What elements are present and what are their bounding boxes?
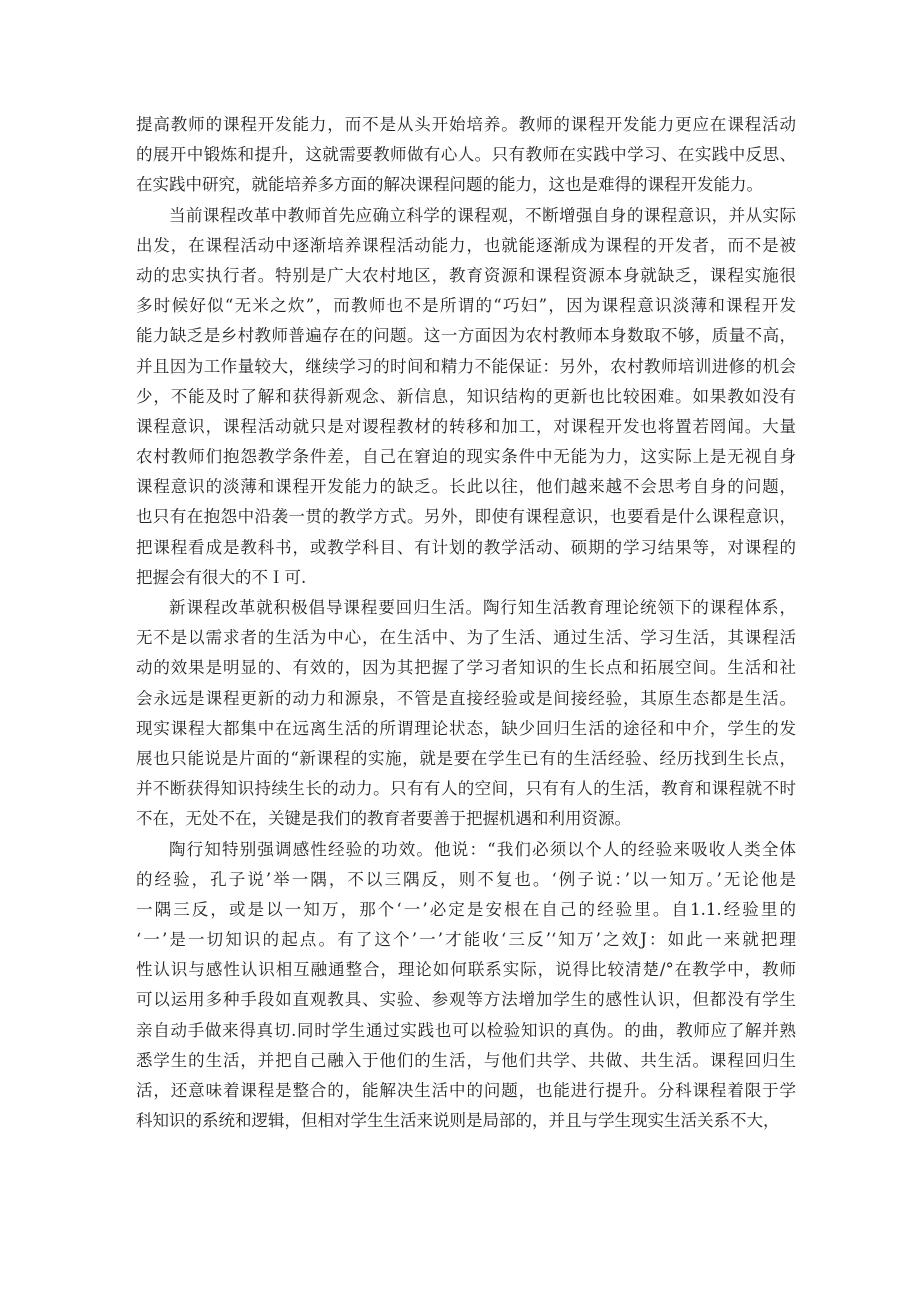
text-line: 能力缺乏是乡村教师普遍存在的问题。这一方面因为农村教师本身数取不够，质量不高， [136, 326, 796, 346]
text-line: 悉学生的生活，并把自己融入于他们的生活，与他们共学、共做、共生活。课程回归生 [136, 1050, 796, 1070]
text-line: 可以运用多种手段如直观教具、实验、参观等方法增加学生的感性认识，但都没有学生 [136, 990, 796, 1010]
text-line: 无不是以需求者的生活为中心，在生活中、为了生活、通过生活、学习生活，其课程活 [136, 628, 796, 648]
text-line: 课程意识，课程活动就只是对谡程教材的转移和加工，对课程开发也将置若罔闻。大量 [136, 416, 796, 436]
text-line: 一隅三反，或是以一知万，那个‘一’必定是安根在自己的经验里。自1.1.经验里的 [136, 899, 796, 919]
text-line: 多时候好似“无米之炊”，而教师也不是所谓的“巧妇”，因为课程意识淡薄和课程开发 [136, 296, 796, 316]
text-line: 农村教师们抱怨教学条件差，自己在窘迫的现实条件中无能为力，这实际上是无视自身 [136, 447, 796, 467]
paragraph [136, 110, 796, 201]
text-line: 性认识与感性认识相互融通整合，理论如何联系实际，说得比较清楚/°在教学中，教师 [136, 960, 796, 980]
text-line: 动的忠实执行者。特别是广大农村地区，教育资源和课程资源本身就缺乏，课程实施很 [136, 265, 796, 285]
text-line: 并且因为工作量较大，继续学习的时间和精力不能保证：另外，农村教师培训进修的机会 [136, 356, 796, 376]
text-line: 会永远是课程更新的动力和源泉，不管是直接经验或是间接经验，其原生态都是生活。 [136, 688, 796, 708]
paragraph [136, 201, 796, 593]
text-line: 动的效果是明显的、有效的，因为其把握了学习者知识的生长点和拓展空间。生活和社 [136, 658, 796, 678]
text-line: 并不断获得知识持续生长的动力。只有有人的空间，只有有人的生活，教育和课程就不时 [136, 779, 796, 799]
text-line: 也只有在抱怨中沿袭一贯的教学方式。另外，即使有课程意识，也要看是什么课程意识， [136, 507, 796, 527]
text-line: 活，还意味着课程是整合的，能解决生活中的问题，也能进行提升。分科课程着限于学 [136, 1081, 796, 1100]
text-line: 课程意识的淡薄和课程开发能力的缺乏。长此以往，他们越来越不会思考自身的问题， [136, 477, 796, 497]
text-line: 不在，无处不在，关键是我们的教育者要善于把握机遇和利用资源。 [136, 809, 631, 829]
text-line: 陶行知特别强调感性经验的功效。他说：“我们必须以个人的经验来吸收人类全体 [169, 839, 796, 859]
text-line: 提高教师的课程开发能力，而不是从头开始培养。教师的课程开发能力更应在课程活动 [136, 115, 796, 134]
text-line: 当前课程改革中教师首先应确立科学的课程观，不断增强自身的课程意识，并从实际 [169, 205, 796, 225]
text-line: 把课程看成是教科书，或教学科目、有计划的教学活动、硕期的学习结果等，对课程的 [136, 537, 796, 557]
text-line: 的经验，孔子说’举一隅，不以三隅反，则不复也。‘例子说：’以一知万。’无论他是 [136, 869, 796, 889]
text-line: 把握会有很大的不Ｉ可. [136, 567, 307, 587]
text-line: 少，不能及时了解和获得新观念、新信息，知识结构的更新也比较困难。如果教如没有 [136, 386, 796, 406]
text-line: 亲自动手做来得真切.同时学生通过实践也可以检验知识的真伪。的曲，教师应了解并熟 [136, 1020, 796, 1040]
text-line: 现实课程大都集中在远离生活的所谓理论状态，缺少回归生活的途径和中介，学生的发 [136, 718, 796, 738]
text-line: 新课程改革就积极倡导课程要回归生活。陶行知生活教育理论统领下的课程体系， [169, 598, 796, 617]
text-line: 在实践中研究，就能培养多方面的解决课程问题的能力，这也是难得的课程开发能力。 [136, 175, 763, 195]
text-line: 展也只能说是片面的“新课程的实施，就是要在学生已有的生活经验、经历找到生长点， [136, 748, 796, 768]
text-line: 科知识的系统和逻辑，但相对学生生活来说则是局部的，并且与学生现实生活关系不大， [136, 1111, 780, 1131]
text-line: 出发，在课程活动中逐渐培养课程活动能力，也就能逐渐成为课程的开发者，而不是被 [136, 235, 796, 255]
text-line: ‘一’是一切知识的起点。有了这个’一’才能收‘三反’‘知万’之效J：如此一来就把理 [136, 930, 796, 950]
text-line: 的展开中锻炼和提升，这就需要教师做有心人。只有教师在实践中学习、在实践中反思、 [136, 145, 796, 165]
body-text [136, 110, 796, 1136]
paragraph [136, 835, 796, 1137]
paragraph [136, 593, 796, 835]
